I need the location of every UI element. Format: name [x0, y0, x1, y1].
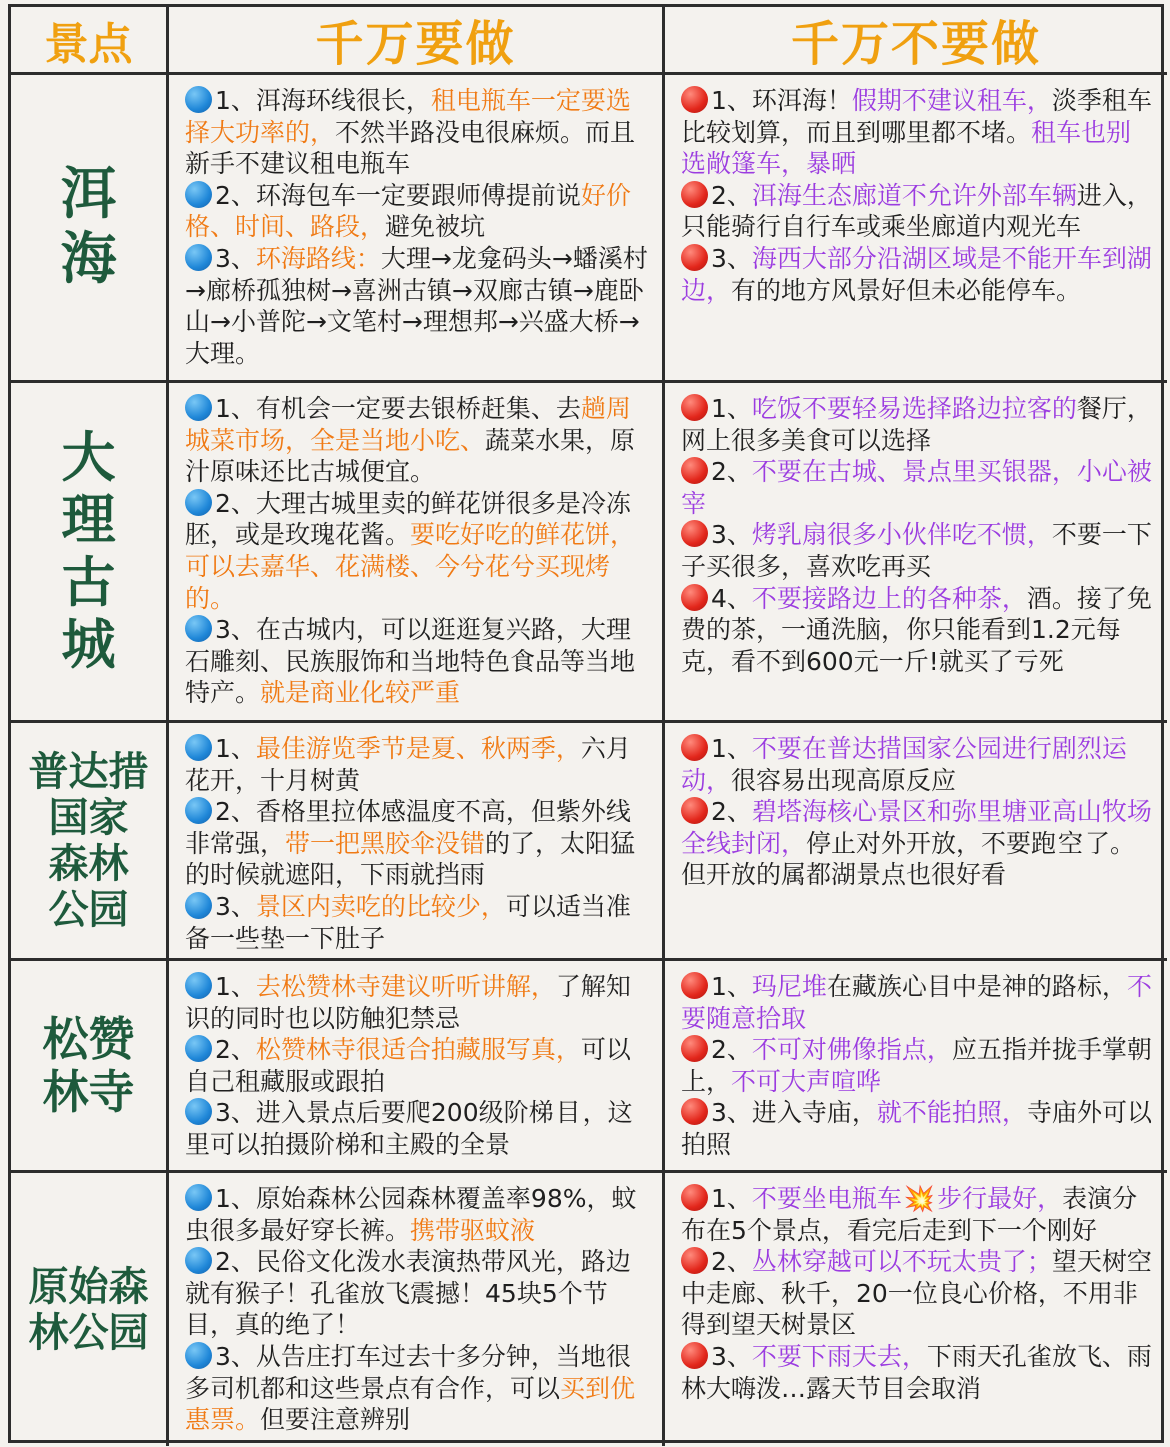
tip-text: 3、在古城内，可以逛逛复兴路，大理石雕刻、民族服饰和当地特色食品等当地特产。 [185, 615, 636, 708]
tip-text: 带一把黑胶伞没错 [285, 828, 486, 858]
tip-text: 1、原始森林公园森林覆盖率98%，蚊虫很多最好穿长裤。 [185, 1184, 637, 1245]
tip-text: 就不能拍照， [876, 1098, 1027, 1128]
header-must-not-do: 千万不要做 [665, 7, 1167, 75]
tip-item [185, 1097, 650, 1160]
warning-item [681, 180, 1155, 243]
tip-text: 租车也别选敞篷车，暴晒 [681, 117, 1132, 179]
tip-item [185, 1183, 650, 1246]
tip-text: 寺庙外可以拍照 [681, 1098, 1152, 1159]
tip-text: 2、 [711, 180, 752, 210]
tip-text: 大理→龙龛码头→蟠溪村→廊桥孤独树→喜洲古镇→双廊古镇→鹿卧山→小普陀→文笔村→理想邦→兴盛大桥→大理。 [185, 243, 648, 368]
tip-item [185, 85, 650, 180]
tip-text: 1、 [711, 734, 752, 763]
blue-circle-icon [185, 972, 212, 999]
red-circle-icon [681, 584, 708, 611]
tip-text: 环海路线： [255, 243, 381, 273]
blue-circle-icon [185, 892, 212, 919]
blue-circle-icon [185, 86, 212, 113]
must-not-do-cell [665, 1173, 1167, 1446]
tip-text: 可以适当准备一些垫一下肚子 [185, 891, 631, 953]
red-circle-icon [681, 1247, 708, 1274]
warning-item [681, 733, 1155, 796]
tip-text: 吃饭不要轻易选择路边拉客的 [751, 394, 1077, 423]
warning-item [681, 583, 1155, 678]
red-circle-icon [681, 1342, 708, 1369]
tip-text: 酒。接了免费的茶，一通洗脑，你只能看到1.2元每克，看不到600元一斤!就买了亏死 [681, 583, 1152, 676]
tip-text: 假期不建议租车， [851, 86, 1052, 115]
tip-text: 海西大部分沿湖区域是不能开车到湖边， [681, 243, 1152, 305]
tip-text: 好价格、时间、路段， [185, 180, 631, 242]
place-name-line: 公园 [48, 886, 129, 933]
tip-item [185, 891, 650, 954]
tip-text: 有的地方风景好但未必能停车。 [731, 275, 1082, 305]
place-name [11, 75, 169, 383]
tip-item [185, 614, 650, 709]
tip-item [185, 488, 650, 614]
red-circle-icon [681, 972, 708, 999]
tip-text: 烤乳扇很多小伙伴吃不惯， [751, 520, 1052, 550]
blue-circle-icon [185, 489, 212, 516]
place-name [11, 961, 169, 1173]
tip-text: 不要一下子买很多，喜欢吃再买 [681, 520, 1152, 581]
tip-item [185, 1034, 650, 1097]
tip-text: ，这里可以拍摄阶梯和主殿的全景 [185, 1098, 633, 1159]
red-circle-icon [681, 394, 708, 421]
tip-text: 六月花开，十月树黄 [185, 734, 631, 795]
red-circle-icon [681, 797, 708, 824]
tip-text: 1、 [711, 972, 752, 1001]
tip-text: 碧塔海核心景区和弥里塘亚高山牧场全线封闭， [681, 797, 1152, 858]
blue-circle-icon [185, 244, 212, 271]
tip-text: 买到优惠票。 [185, 1373, 636, 1435]
tip-text: 不可大声喧哗 [731, 1066, 882, 1096]
red-circle-icon [681, 520, 708, 547]
warning-item [681, 456, 1155, 519]
tip-text: 不可对佛像指点， [751, 1035, 952, 1065]
must-not-do-cell [665, 383, 1167, 723]
tip-text: 1、洱海环线很长， [215, 86, 431, 115]
blue-circle-icon [185, 734, 212, 761]
place-name-line: 原始森 [28, 1263, 149, 1310]
warning-item [681, 796, 1155, 891]
tip-text: 1、有机会一定要去银桥赶集、去 [215, 394, 581, 423]
red-circle-icon [681, 1098, 708, 1125]
tip-text: 进入，只能骑行自行车或乘坐廊道内观光车 [681, 180, 1152, 242]
tip-text: 避免被坑 [385, 212, 486, 242]
place-name-line: 大 [61, 426, 116, 490]
tip-text: 餐厅，网上很多美食可以选择 [681, 394, 1152, 455]
tip-text: 的了，太阳猛的时候就遮阳，下雨就挡雨 [185, 828, 636, 890]
tip-text: 去松赞林寺建议听听讲解， [255, 972, 556, 1001]
tip-text: 1、 [215, 972, 256, 1001]
tip-text: 4、 [711, 583, 752, 613]
tip-text: 了。但开放的属都湖景点也很好看 [681, 828, 1136, 890]
warning-item [681, 519, 1155, 582]
tip-text: 望天树空中走廊、秋千，20一位良心价格，不用非得到望天树景区 [681, 1247, 1152, 1340]
tip-item [185, 796, 650, 891]
tip-text: 租电瓶车一定要选择大功率的， [185, 86, 631, 147]
tip-text: 就是商业化较严重 [260, 678, 461, 708]
warning-item [681, 971, 1155, 1034]
place-name-line: 林公园 [28, 1309, 149, 1356]
tip-text: 3、 [711, 520, 752, 550]
must-do-cell [169, 961, 665, 1173]
blue-circle-icon [185, 615, 212, 642]
tip-text: 洱海生态廊道不允许外部车辆 [751, 180, 1077, 210]
tip-text: 2、民俗文化泼水表演热带风光，路边就有猴子！孔雀放飞震撼！45块5个节目，真的绝了！ [185, 1247, 631, 1340]
tip-text: 了解知识的同时也以防触犯禁忌 [185, 972, 631, 1033]
tip-text: 下雨天孔雀放飞、雨林大嗨泼…露天节目会取消 [681, 1341, 1152, 1403]
tip-text: 3、 [711, 243, 752, 273]
tip-text: 2、 [215, 1035, 256, 1065]
emoji-icon: 空 [1058, 828, 1084, 858]
tip-text: 在藏族心目中是神的路标， [826, 972, 1127, 1001]
tip-text: 1、 [711, 1184, 752, 1213]
tip-text: 景区内卖吃的比较少， [255, 891, 506, 921]
red-circle-icon [681, 86, 708, 113]
place-name-line: 洱 [60, 162, 117, 228]
tip-text: 趟周城菜市场，全是当地小吃、 [185, 394, 631, 455]
blue-circle-icon [185, 181, 212, 208]
tip-text: 携带驱蚊液 [410, 1215, 536, 1245]
warning-item [681, 1034, 1155, 1097]
tip-text: 表演分布在5个景点，看完后走到下一个刚好 [681, 1184, 1138, 1245]
tip-text: 最佳游览季节是夏、秋两季， [255, 734, 581, 763]
tip-item [185, 180, 650, 243]
tip-text: 淡季租车比较划算，而且到哪里都不堵。 [681, 86, 1152, 147]
tip-text: 应五指并拢手掌朝上， [681, 1035, 1152, 1096]
red-circle-icon [681, 1035, 708, 1062]
tip-text: 可以自己租藏服或跟拍 [185, 1035, 631, 1096]
tip-text: 不然半路没电很麻烦。而且新手不建议租电瓶车 [185, 117, 636, 179]
tip-item [185, 1341, 650, 1436]
tip-text: 2、 [711, 797, 752, 827]
place-name-line: 普达措 [28, 748, 149, 795]
blue-circle-icon [185, 797, 212, 824]
blue-circle-icon [185, 1184, 212, 1211]
place-name-line: 林寺 [42, 1064, 135, 1119]
warning-item [681, 85, 1155, 180]
must-not-do-cell [665, 723, 1167, 961]
tip-text: 不要随意拾取 [681, 972, 1152, 1033]
tip-text: 2、 [711, 1035, 752, 1065]
tip-text: 1、环洱海！ [711, 86, 852, 115]
blue-circle-icon [185, 394, 212, 421]
tip-text: 步行最好， [937, 1184, 1063, 1213]
tip-item [185, 971, 650, 1034]
place-name-line: 国家 [48, 794, 129, 841]
tip-text: 蔬菜水果，原汁原味还比古城便宜。 [185, 425, 636, 487]
place-name-line: 松赞 [42, 1011, 135, 1066]
tip-text: 松赞林寺很适合拍藏服写真， [255, 1035, 581, 1065]
tip-text: 3、进入寺庙， [711, 1098, 877, 1128]
must-do-cell [169, 383, 665, 723]
warning-item [681, 393, 1155, 456]
tip-text: 玛尼堆 [751, 972, 827, 1001]
red-circle-icon [681, 734, 708, 761]
tip-text: 不要在古城、景点里买银器，小心被宰 [681, 457, 1152, 518]
blue-circle-icon [185, 1098, 212, 1125]
tip-text: 1、 [215, 734, 256, 763]
red-circle-icon [681, 457, 708, 484]
tip-item [185, 733, 650, 796]
must-do-cell [169, 1173, 665, 1446]
warning-item [681, 1341, 1155, 1404]
emoji-icon: 目 [555, 1098, 581, 1128]
tip-text: 2、环海包车一定要跟师傅提前说 [215, 180, 581, 210]
place-name-line: 海 [60, 226, 117, 292]
tip-item [185, 393, 650, 488]
place-name-line: 森林 [48, 840, 129, 887]
tip-text: 3、 [711, 1341, 752, 1371]
tip-text: 3、 [215, 891, 256, 921]
tip-text: 2、香格里拉体感温度不高，但紫外线非常强， [185, 797, 631, 858]
warning-item [681, 1183, 1155, 1246]
tip-text: 3、 [215, 243, 256, 273]
place-name-line: 古 [61, 550, 116, 614]
tip-text: 2、 [711, 1247, 752, 1277]
tip-item [185, 1246, 650, 1341]
warning-item [681, 1246, 1155, 1341]
tip-text: 2、大理古城里卖的鲜花饼很多是冷冻胚，或是玫瑰花酱。 [185, 488, 631, 550]
blue-circle-icon [185, 1035, 212, 1062]
tip-text: 停止对外开放，不要跑 [806, 828, 1057, 858]
must-not-do-cell [665, 75, 1167, 383]
red-circle-icon [681, 244, 708, 271]
header-place: 景点 [11, 7, 169, 75]
tip-text: 不要在普达措国家公园进行剧烈运动， [681, 734, 1127, 795]
tip-text: 但要注意辨别 [260, 1405, 411, 1435]
red-circle-icon [681, 1184, 708, 1211]
tip-text: 不要接路边上的各种茶， [751, 583, 1027, 613]
blue-circle-icon [185, 1247, 212, 1274]
emoji-icon: 💥 [903, 1184, 936, 1213]
must-do-cell [169, 75, 665, 383]
tip-text: 丛林穿越可以不玩太贵了； [751, 1247, 1052, 1277]
tip-text: 2、 [711, 457, 752, 487]
warning-item [681, 1097, 1155, 1160]
header-must-do: 千万要做 [169, 7, 665, 75]
place-name [11, 383, 169, 723]
place-name-line: 理 [61, 488, 116, 552]
place-name [11, 723, 169, 961]
tip-text: 3、进入景点后要爬200级阶梯 [215, 1098, 554, 1128]
must-not-do-cell [665, 961, 1167, 1173]
tip-item [185, 243, 650, 369]
tip-text: 很容易出现高原反应 [731, 765, 957, 795]
warning-item [681, 243, 1155, 306]
must-do-cell [169, 723, 665, 961]
tip-text: 1、 [711, 394, 752, 423]
tip-text: 要吃好吃的鲜花饼，可以去嘉华、花满楼、今兮花兮买现烤的。 [185, 520, 636, 613]
place-name-line: 城 [61, 612, 116, 676]
guide-table [8, 4, 1164, 1443]
place-name [11, 1173, 169, 1446]
tip-text: 3、从告庄打车过去十多分钟，当地很多司机都和这些景点有合作，可以 [185, 1341, 631, 1403]
blue-circle-icon [185, 1342, 212, 1369]
red-circle-icon [681, 181, 708, 208]
tip-text: 不要下雨天去， [751, 1341, 927, 1371]
tip-text: 不要坐电瓶车 [751, 1184, 902, 1213]
